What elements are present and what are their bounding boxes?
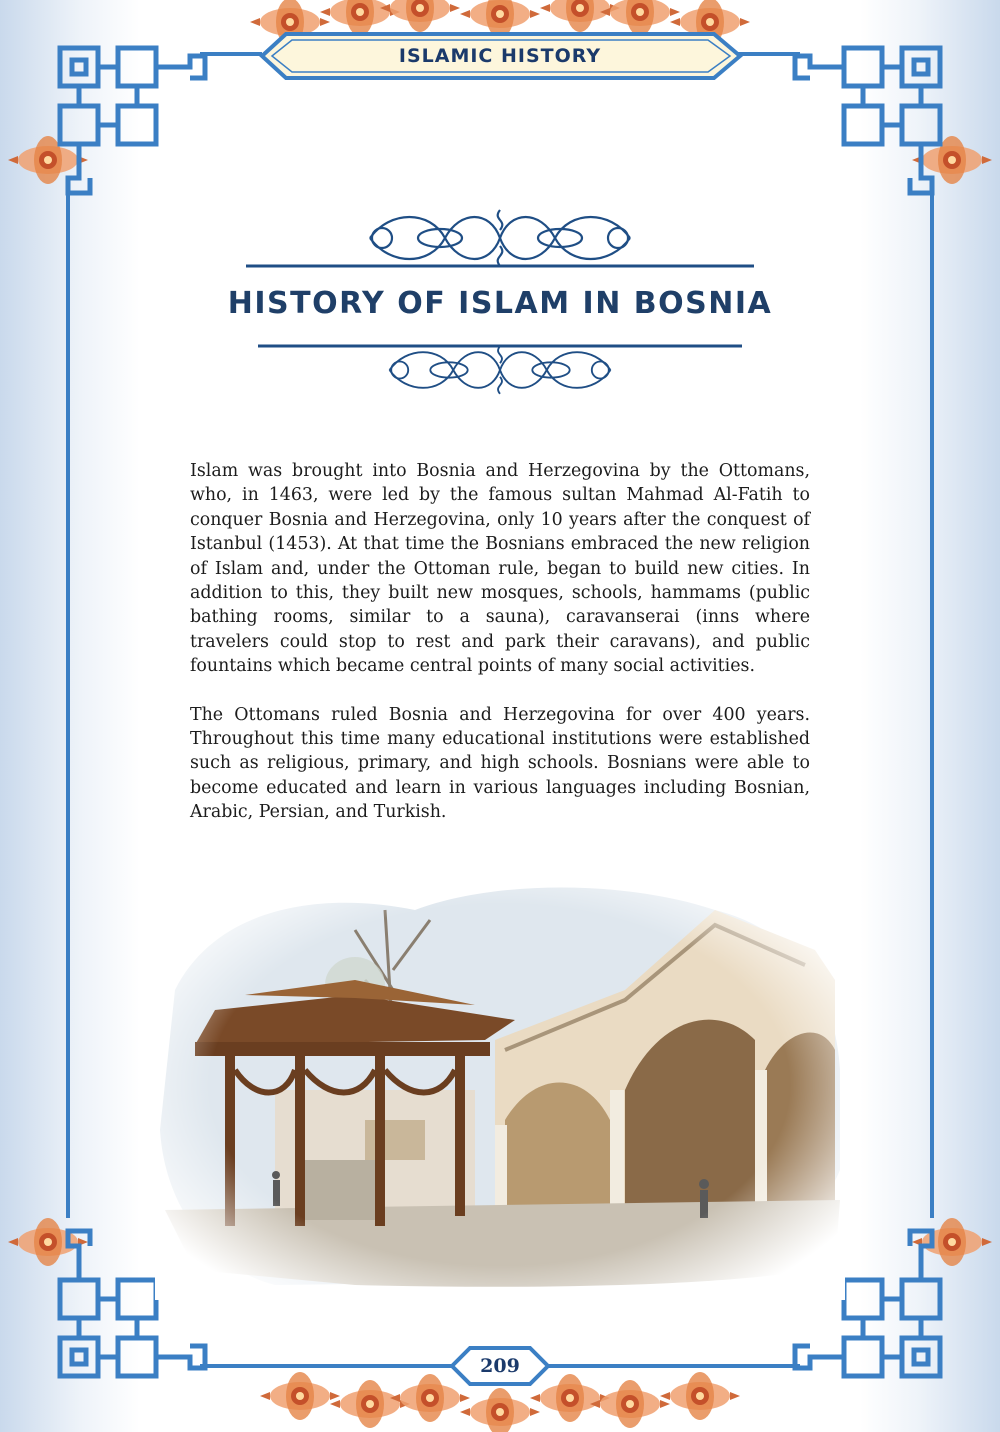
section-label: ISLAMIC HISTORY <box>398 45 602 67</box>
mosque-courtyard-illustration <box>155 870 845 1300</box>
calligraphic-flourish-icon <box>390 346 611 394</box>
paragraph: Islam was brought into Bosnia and Herzegovina by the Ottomans, who, in 1463, were led by the famous sultan Mahmad Al-Fatih to conquer Bosnia and Herzegovina, only 10 years after the conquest of Istanbul (1453). At that time the Bosnians embraced the new religion of Islam and, under the Ottoman rule, began to build new cities. In addition to this, they built new mosques, schools, hammams (public bathing rooms, similar to a sauna), caravanserai (inns where travelers could stop to rest and park their caravans), and public fountains which became central points of many social activities. <box>190 461 810 677</box>
floral-ornament-icon <box>8 1218 88 1266</box>
greek-key-corner-icon <box>795 48 940 193</box>
floral-ornament-icon <box>912 1218 992 1266</box>
article-body <box>190 459 810 849</box>
paragraph: The Ottomans ruled Bosnia and Herzegovina for over 400 years. Throughout this time many educational institutions were established such as religious, primary, and high schools. Bosnians were able to become educated and learn in various languages including Bosnian, Arabic, Persian, and Turkish. <box>190 704 810 823</box>
page-title: HISTORY OF ISLAM IN BOSNIA <box>227 286 773 321</box>
greek-key-corner-icon <box>60 48 205 193</box>
calligraphic-flourish-icon <box>370 210 630 266</box>
page-number: 209 <box>480 1355 520 1377</box>
